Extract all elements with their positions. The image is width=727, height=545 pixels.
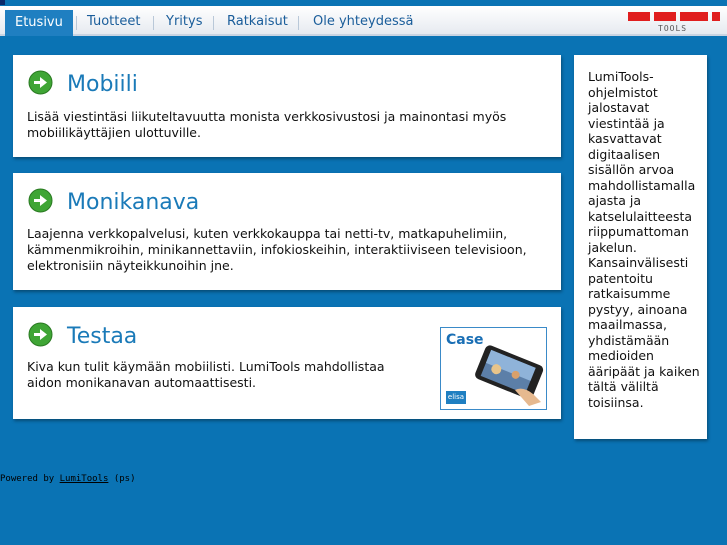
card-description: Laajenna verkkopalvelusi, kuten verkkokauppa tai netti-tv, matkapuhelimiin, kämmenmikroihin, minikannettaviin, infokioskeihin, interaktiiviseen televisioon, elektronisiin näyteikkunoihin jne. [27, 226, 527, 273]
logo-glyph [712, 12, 720, 21]
logo-glyph [654, 12, 676, 21]
nav-separator [213, 16, 214, 30]
nav-tab-etusivu[interactable]: Etusivu [5, 10, 73, 36]
arrow-right-circle-icon[interactable] [28, 322, 53, 347]
card-title[interactable]: Testaa [67, 324, 138, 349]
footer-prefix: Powered by [0, 474, 55, 484]
nav-separator [298, 16, 299, 30]
logo-glyph [628, 12, 650, 21]
lumitools-logo[interactable] [628, 9, 720, 39]
elisa-badge: elisa [446, 391, 466, 404]
footer [0, 474, 136, 484]
logo-glyph [680, 12, 708, 21]
arrow-right-circle-icon[interactable] [28, 188, 53, 213]
footer-lumitools-link[interactable]: LumiTools [59, 474, 109, 484]
nav-separator [153, 16, 154, 30]
case-label: Case [446, 332, 484, 348]
nav-tab-tuotteet[interactable]: Tuotteet [87, 14, 141, 29]
top-navigation [0, 6, 727, 36]
card-monikanava [13, 173, 561, 290]
card-testaa [13, 307, 561, 419]
card-title[interactable]: Mobiili [67, 72, 138, 97]
nav-tab-yritys[interactable]: Yritys [166, 14, 203, 29]
sidebar-panel [574, 55, 707, 439]
nav-tab-ole-yhteydessa[interactable]: Ole yhteydessä [313, 14, 414, 29]
card-description: Lisää viestintäsi liikuteltavuutta monista verkkosivustosi ja mainontasi myös mobiilikäyttäjien ulottuville. [27, 109, 507, 140]
card-mobiili [13, 55, 561, 157]
nav-tab-ratkaisut[interactable]: Ratkaisut [227, 14, 288, 29]
footer-suffix: (ps) [113, 474, 136, 484]
card-description: Kiva kun tulit käymään mobiilisti. LumiTools mahdollistaa aidon monikanavan automaattisesti. [27, 359, 385, 390]
arrow-right-circle-icon[interactable] [28, 70, 53, 95]
case-banner[interactable] [440, 327, 547, 410]
corner-mark [0, 0, 5, 5]
logo-subtitle: TOOLS [658, 24, 688, 33]
mobile-phone-image [471, 342, 545, 408]
sidebar-description: LumiTools-ohjelmistot jalostavat viestintää ja kasvattavat digitaalisen sisällön arvoa mahdollistamalla ajasta ja katselulaitteesta riippumattoman jakelun. Kansainvälisesti patentoitu ratkaisumme pystyy, ainoana maailmassa, yhdistämään medioiden ääripäät ja kaiken tältä väliltä toisiinsa. [588, 69, 700, 410]
card-title[interactable]: Monikanava [67, 190, 200, 215]
